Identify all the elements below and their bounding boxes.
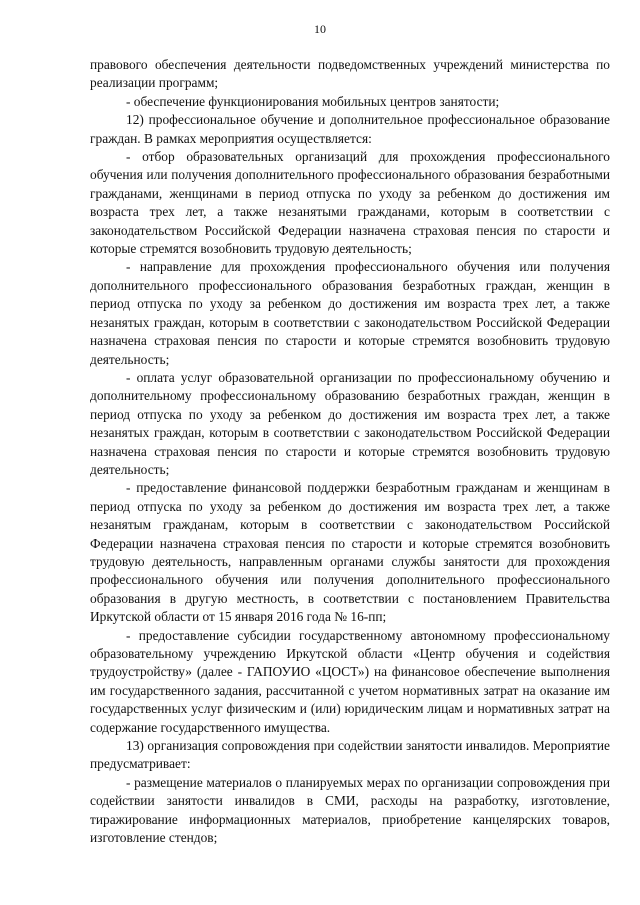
paragraph: 13) организация сопровождения при содействии занятости инвалидов. Мероприятие предусматривает:	[90, 738, 610, 772]
page-number: 10	[314, 22, 326, 36]
paragraph: 12) профессиональное обучение и дополнительное профессиональное образование граждан. В рамках мероприятия осуществляется:	[90, 112, 610, 146]
document-body	[90, 56, 610, 847]
paragraph: - направление для прохождения профессионального обучения или получения дополнительного профессионального образования безработных граждан, женщин в период отпуска по уходу за ребенком до достижения им возраста трех лет, а также незанятых граждан, которым в соответствии с законодательством Российской Федерации назначена страховая пенсия по старости и которые стремятся возобновить трудовую деятельность;	[90, 259, 610, 367]
paragraph: - обеспечение функционирования мобильных центров занятости;	[126, 93, 500, 109]
paragraph: - предоставление финансовой поддержки безработным гражданам и женщинам в период отпуска по уходу за ребенком до достижения им возраста трех лет, а также незанятым гражданам, которым в соответствии с законодательством Российской Федерации назначена страховая пенсия по старости и которые стремятся возобновить трудовую деятельность, направленным органами службы занятости для прохождения профессионального обучения или получения дополнительного профессионального образования в другую местность, в соответствии с постановлением Правительства Иркутской области от 15 января 2016 года № 16-пп;	[90, 480, 610, 625]
paragraph: - размещение материалов о планируемых мерах по организации сопровождения при содействии занятости инвалидов в СМИ, расходы на разработку, изготовление, тиражирование информационных материалов, приобретение канцелярских товаров, изготовление стендов;	[90, 774, 610, 846]
paragraph: - отбор образовательных организаций для прохождения профессионального обучения или получения дополнительного профессионального образования безработными гражданами, женщинами в период отпуска по уходу за ребенком до достижения им возраста трех лет, а также незанятыми гражданами, которым в соответствии с законодательством Российской Федерации назначена страховая пенсия по старости и которые стремятся возобновить трудовую деятельность;	[90, 149, 610, 257]
paragraph: - оплата услуг образовательной организации по профессиональному обучению и дополнительному профессиональному образованию безработных граждан, женщин в период отпуска по уходу за ребенком до достижения им возраста трех лет, а также незанятых граждан, которым в соответствии с законодательством Российской Федерации назначена страховая пенсия по старости и которые стремятся возобновить трудовую деятельность;	[90, 369, 610, 477]
paragraph: правового обеспечения деятельности подведомственных учреждений министерства по реализации программ;	[90, 57, 610, 91]
paragraph: - предоставление субсидии государственному автономному профессиональному образовательному учреждению Иркутской области «Центр обучения и содействия трудоустройству» (далее - ГАПОУИО «ЦОСТ») на финансовое обеспечение выполнения им государственного задания, рассчитанной с учетом нормативных затрат на оказание им государственных услуг физическим и (или) юридическим лицам и нормативных затрат на содержание государственного имущества.	[90, 627, 610, 735]
